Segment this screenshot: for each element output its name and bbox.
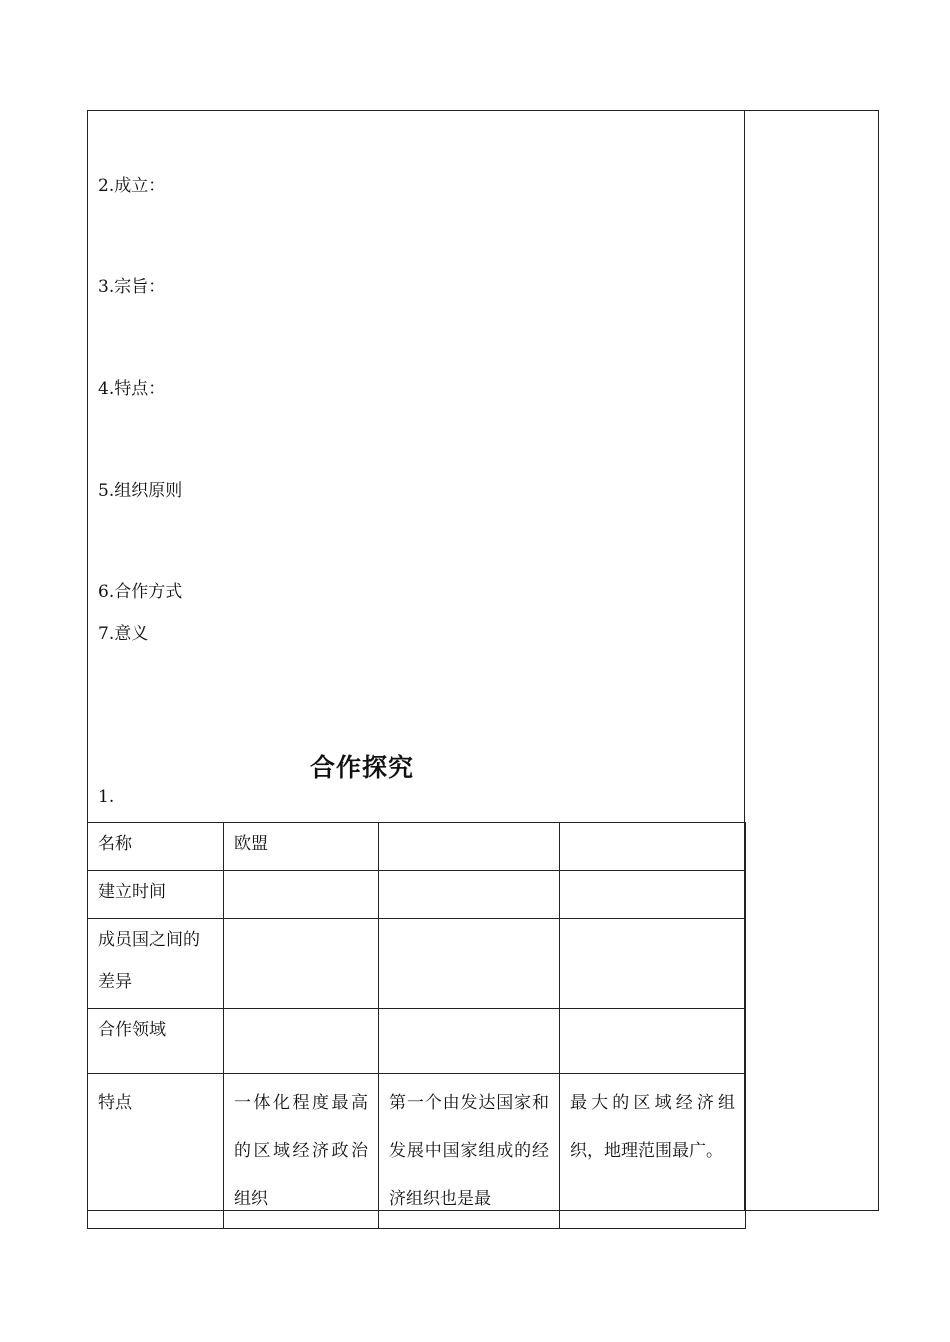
table-row [88,1009,746,1074]
table-cell [224,919,379,1009]
row-label: 建立时间 [88,871,224,919]
table-cell [560,919,746,1009]
table-cell [560,1009,746,1074]
row-label: 合作领域 [88,1009,224,1074]
item-cooperation: 6.合作方式 [98,582,183,602]
table-cell [379,823,560,871]
table-cell: 欧盟 [224,823,379,871]
table-cell: 最大的区域经济组织，地理范围最广。 [560,1074,746,1229]
table-cell [560,823,746,871]
row-label: 名称 [88,823,224,871]
table-row [88,871,746,919]
section-title: 合作探究 [310,753,415,782]
item-significance: 7.意义 [98,624,149,644]
table-row [88,919,746,1009]
item-purpose: 3.宗旨： [98,277,166,297]
table-cell: 第一个由发达国家和发展中国家组成的经济组织也是最 [379,1074,560,1229]
item-establishment: 2.成立： [98,176,166,196]
table-cell [379,1009,560,1074]
item-features: 4.特点： [98,379,166,399]
table-row [88,1074,746,1229]
table-row [88,823,746,871]
table-cell: 一体化程度最高的区域经济政治组织 [224,1074,379,1229]
table-cell [379,871,560,919]
table-cell [224,1009,379,1074]
item-principles: 5.组织原则 [98,481,183,501]
row-label: 成员国之间的差异 [88,919,224,1009]
table-cell [560,871,746,919]
question-number: 1. [98,787,115,807]
table-cell [224,871,379,919]
row-label: 特点 [88,1074,224,1229]
comparison-table [87,822,746,1229]
table-cell [379,919,560,1009]
